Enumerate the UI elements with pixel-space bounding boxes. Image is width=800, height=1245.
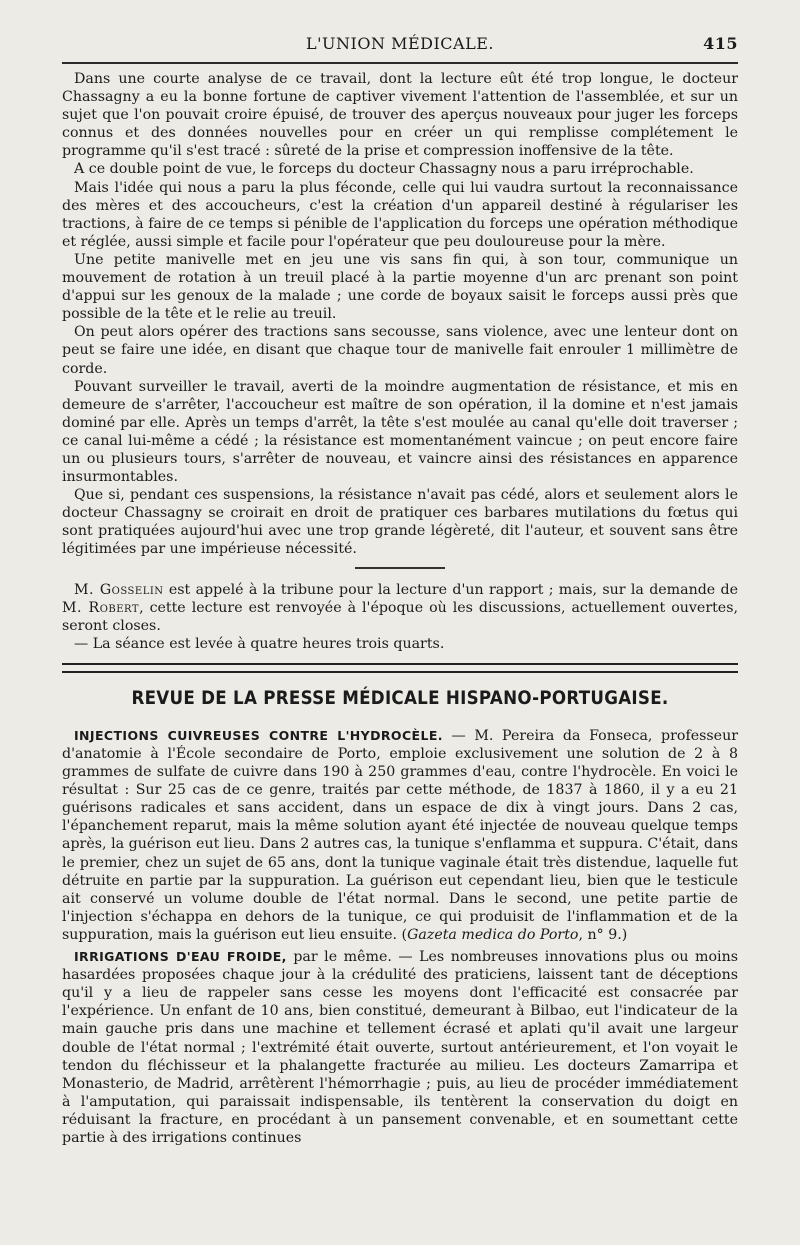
paragraph: Dans une courte analyse de ce travail, dont la lecture eût été trop longue, le docteur Chassagny a eu la bonne fortune de captiver vivement l'attention de l'assemblée, et sur un sujet que l'on pouvait croire épuisé, de trouver des aperçus nouveaux pour juger les forceps connus et des données nouvelles pour en créer un qui remplisse complétement le programme qu'il s'est tracé : sûreté de la prise et compression inoffensive de la tête.: [62, 71, 738, 160]
press-review-section: [62, 727, 738, 1147]
paragraph: On peut alors opérer des tractions sans secousse, sans violence, avec une lenteur dont on peut se faire une idée, en disant que chaque tour de manivelle fait enrouler 1 millimètre de corde.: [62, 324, 738, 377]
page-header: [62, 30, 738, 58]
paragraph-text: , cette lecture est renvoyée à l'époque où les discussions, actuellement ouvertes, seront closes.: [62, 599, 738, 634]
paragraph: Que si, pendant ces suspensions, la résistance n'avait pas cédé, alors et seulement alors le docteur Chassagny se croirait en droit de pratiquer ces barbares mutilations du fœtus qui sont pratiquées aujourd'hui avec une trop grande légèreté, dit l'auteur, et souvent sans être légitimées par une impérieuse nécessité.: [62, 487, 738, 558]
paragraph: A ce double point de vue, le forceps du docteur Chassagny nous a paru irréprochable.: [74, 161, 694, 178]
closing-line: — La séance est levée à quatre heures trois quarts.: [74, 635, 445, 652]
speaker-name: M. Robert: [62, 599, 140, 616]
speaker-name: M. Gosselin: [74, 581, 164, 598]
section-double-rule: [62, 663, 738, 673]
separator-rule: [355, 567, 445, 569]
section-title: REVUE DE LA PRESSE MÉDICALE HISPANO-PORTUGAISE.: [131, 686, 669, 709]
running-title: L'UNION MÉDICALE.: [306, 34, 494, 53]
article-paragraph: [62, 948, 738, 1147]
article-text: , n° 9.): [578, 926, 628, 943]
article-heading: INJECTIONS CUIVREUSES CONTRE L'HYDROCÈLE.: [74, 727, 443, 743]
report-body: [62, 70, 738, 559]
header-rule: [62, 62, 738, 64]
paragraph: Mais l'idée qui nous a paru la plus féconde, celle qui lui vaudra surtout la reconnaissance des mères et des accoucheurs, c'est la création d'un appareil destiné à régulariser les tractions, à faire de ce temps si pénible de l'application du forceps une opération méthodique et réglée, aussi simple et facile pour l'opérateur que peu douloureuse pour la mère.: [62, 179, 738, 250]
paragraph: Une petite manivelle met en jeu une vis sans fin qui, à son tour, communique un mouvement de rotation à un treuil placé à la partie moyenne d'un arc prenant son point d'appui sur les genoux de la malade ; une corde de boyaux saisit le forceps aussi près que possible de la tête et le relie au treuil.: [62, 251, 738, 323]
article-text: par le même. — Les nombreuses innovations plus ou moins hasardées proposées chaque jour à la crédulité des praticiens, laissent tant de déceptions qu'il y a lieu de rappeler sans cesse les moyens dont l'efficacité est consacrée par l'expérience. Un enfant de 10 ans, bien constitué, demeurant à Bilbao, eut l'indicateur de la main gauche pris dans une machine et tellement écrasé et aplati qu'il avait une largeur double de l'état normal ; l'extrémité était ouverte, surtout antérieurement, et l'on voyait le tendon du fléchisseur et la phalangette fracturée au milieu. Les docteurs Zamarripa et Monasterio, de Madrid, arrêtèrent l'hémorrhagie ; puis, au lieu de procéder immédiatement à l'amputation, qui paraissait indispensable, ils tentèrent la conservation du doigt en réduisant la fracture, en procédant à un pansement convenable, et en soumettant cette partie à des irrigations continues: [62, 949, 738, 1146]
article-paragraph: [62, 727, 738, 944]
page-number: 415: [703, 34, 738, 53]
gosselin-paragraph: [62, 581, 738, 635]
paragraph-text: est appelé à la tribune pour la lecture d'un rapport ; mais, sur la demande de: [163, 581, 738, 598]
article-text: — M. Pereira da Fonseca, professeur d'anatomie à l'École secondaire de Porto, emploie exclusivement une solution de 2 à 8 grammes de sulfate de cuivre dans 190 à 250 grammes d'eau, contre l'hydrocèle. En voici le résultat : Sur 25 cas de ce genre, traités par cette méthode, de 1837 à 1860, il y a eu 21 guérisons radicales et sans accident, dans un espace de dix à vingt jours. Dans 2 cas, l'épanchement reparut, mais la même solution ayant été injectée de nouveau quelque temps après, la guérison eut lieu. Dans 2 autres cas, la tunique s'enflamma et suppura. C'était, dans le premier, chez un sujet de 65 ans, dont la tunique vaginale était très distendue, laquelle fut détruite en partie par la suppuration. La guérison eut cependant lieu, bien que le testicule ait conservé un volume double de l'état normal. Dans le second, une petite partie de l'injection s'échappa en dehors de la tunique, ce qui produisit de l'inflammation et de la suppuration, mais la guérison eut lieu ensuite. (: [62, 727, 738, 943]
paragraph: Pouvant surveiller le travail, averti de la moindre augmentation de résistance, et mis en demeure de s'arrêter, l'accoucheur est maître de son opération, il la domine et n'est jamais dominé par elle. Après un temps d'arrêt, la tête s'est moulée au canal qu'elle doit traverser ; ce canal lui-même a cédé ; la résistance est momentanément vaincue ; on peut encore faire un ou plusieurs tours, s'arrêter de nouveau, et vaincre ainsi des résistances en apparence insurmontables.: [62, 378, 738, 486]
article-heading: IRRIGATIONS D'EAU FROIDE,: [74, 949, 287, 965]
citation: Gazeta medica do Porto: [407, 926, 579, 943]
